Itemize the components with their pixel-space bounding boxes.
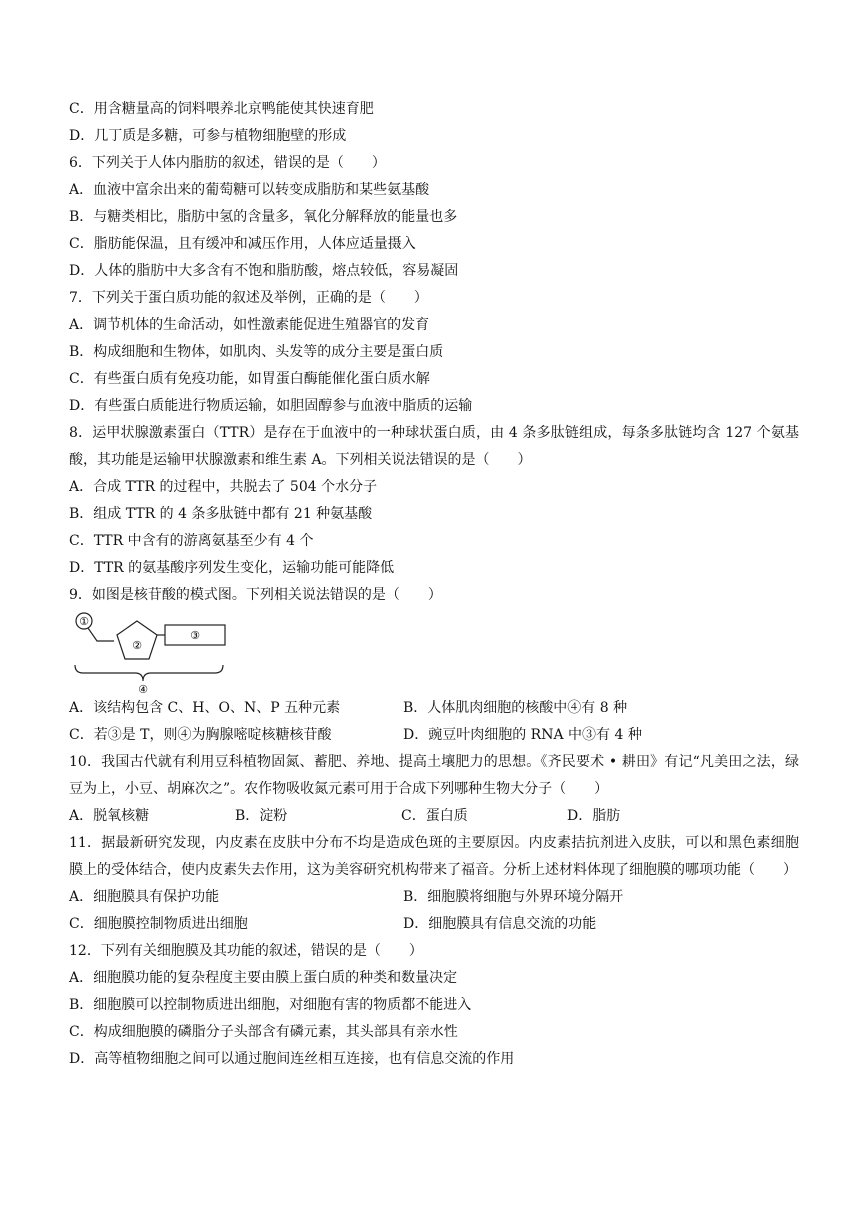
label-3: ③ <box>190 629 200 642</box>
q9-options-row-2 <box>69 722 799 749</box>
q11-options-row-1 <box>69 884 799 911</box>
q7-option-a: A．调节机体的生命活动，如性激素能促进生殖器官的发育 <box>69 317 430 333</box>
q7-option-b: B．构成细胞和生物体，如肌肉、头发等的成分主要是蛋白质 <box>69 344 444 360</box>
q12-stem: 12．下列有关细胞膜及其功能的叙述，错误的是（ ） <box>69 943 423 959</box>
q8-option-b: B．组成 TTR 的 4 条多肽链中都有 21 种氨基酸 <box>69 506 373 522</box>
q10-option-b: B．淀粉 <box>235 808 288 824</box>
nucleotide-brace <box>75 665 223 681</box>
q9-option-b: B．人体肌肉细胞的核酸中④有 8 种 <box>403 700 628 716</box>
q8-option-d: D．TTR 的氨基酸序列发生变化，运输功能可能降低 <box>69 560 395 576</box>
q9-options-row-1 <box>69 695 799 722</box>
q7-option-c: C．有些蛋白质有免疫功能，如胃蛋白酶能催化蛋白质水解 <box>69 371 430 387</box>
nucleotide-diagram <box>69 611 799 695</box>
q6-option-b: B．与糖类相比，脂肪中氢的含量多，氧化分解释放的能量也多 <box>69 209 458 225</box>
q8-option-c: C．TTR 中含有的游离氨基至少有 4 个 <box>69 533 314 549</box>
q12-option-c: C．构成细胞膜的磷脂分子头部含有磷元素，其头部具有亲水性 <box>69 1024 458 1040</box>
q6-option-d: D．人体的脂肪中大多含有不饱和脂肪酸，熔点较低，容易凝固 <box>69 263 459 279</box>
q6-option-a: A．血液中富余出来的葡萄糖可以转变成脂肪和某些氨基酸 <box>69 182 430 198</box>
q10-option-a: A．脱氧核糖 <box>69 808 150 824</box>
phosphate-sugar-bond <box>88 628 114 641</box>
q10-option-c: C．蛋白质 <box>401 808 468 824</box>
q10-options-row <box>69 803 799 830</box>
q10-option-d: D．脂肪 <box>567 808 621 824</box>
q11-option-b: B．细胞膜将细胞与外界环境分隔开 <box>403 889 624 905</box>
q12-option-b: B．细胞膜可以控制物质进出细胞，对细胞有害的物质都不能进入 <box>69 997 472 1013</box>
q6-option-c: C．脂肪能保温，且有缓冲和减压作用，人体应适量摄入 <box>69 236 416 252</box>
q10-stem: 10．我国古代就有利用豆科植物固氮、蓄肥、养地、提高土壤肥力的思想。《齐民要术 • 耕田》有记“凡美田之法，绿豆为上，小豆、胡麻次之”。农作物吸收氮元素可用于合成下列哪种生物大分子（ ） <box>69 754 799 797</box>
label-2: ② <box>132 639 142 652</box>
q9-stem: 9．如图是核苷酸的模式图。下列相关说法错误的是（ ） <box>69 587 442 603</box>
q5-option-c: C．用含糖量高的饲料喂养北京鸭能使其快速育肥 <box>69 101 374 117</box>
q8-stem: 8．运甲状腺激素蛋白（TTR）是存在于血液中的一种球状蛋白质，由 4 条多肽链组成，每条多肽链均含 127 个氨基酸，其功能是运输甲状腺激素和维生素 A。下列相关说法错误的是（ ） <box>69 425 799 468</box>
label-1: ① <box>79 615 89 628</box>
q9-option-c: C．若③是 T，则④为胸腺嘧啶核糖核苷酸 <box>69 727 332 743</box>
q11-stem: 11．据最新研究发现，内皮素在皮肤中分布不均是造成色斑的主要原因。内皮素拮抗剂进入皮肤，可以和黑色素细胞膜上的受体结合，使内皮素失去作用，这为美容研究机构带来了福音。分析上述材料体现了细胞膜的哪项功能（ ） <box>69 835 799 878</box>
nucleotide-figure-svg <box>69 611 239 695</box>
q6-stem: 6．下列关于人体内脂肪的叙述，错误的是（ ） <box>69 155 386 171</box>
q7-stem: 7．下列关于蛋白质功能的叙述及举例，正确的是（ ） <box>69 290 428 306</box>
q9-option-a: A．该结构包含 C、H、O、N、P 五种元素 <box>69 700 341 716</box>
q7-option-d: D．有些蛋白质能进行物质运输，如胆固醇参与血液中脂质的运输 <box>69 398 473 414</box>
q11-option-d: D．细胞膜具有信息交流的功能 <box>403 916 597 932</box>
q11-options-row-2 <box>69 911 799 938</box>
label-4: ④ <box>138 683 148 695</box>
q12-option-d: D．高等植物细胞之间可以通过胞间连丝相互连接，也有信息交流的作用 <box>69 1051 515 1067</box>
q5-option-d: D．几丁质是多糖，可参与植物细胞壁的形成 <box>69 128 347 144</box>
question-list <box>69 96 799 1073</box>
q11-option-a: A．细胞膜具有保护功能 <box>69 889 220 905</box>
q9-option-d: D．豌豆叶肉细胞的 RNA 中③有 4 种 <box>403 727 642 743</box>
q12-option-a: A．细胞膜功能的复杂程度主要由膜上蛋白质的种类和数量决定 <box>69 970 458 986</box>
q8-option-a: A．合成 TTR 的过程中，共脱去了 504 个水分子 <box>69 479 378 495</box>
q11-option-c: C．细胞膜控制物质进出细胞 <box>69 916 248 932</box>
